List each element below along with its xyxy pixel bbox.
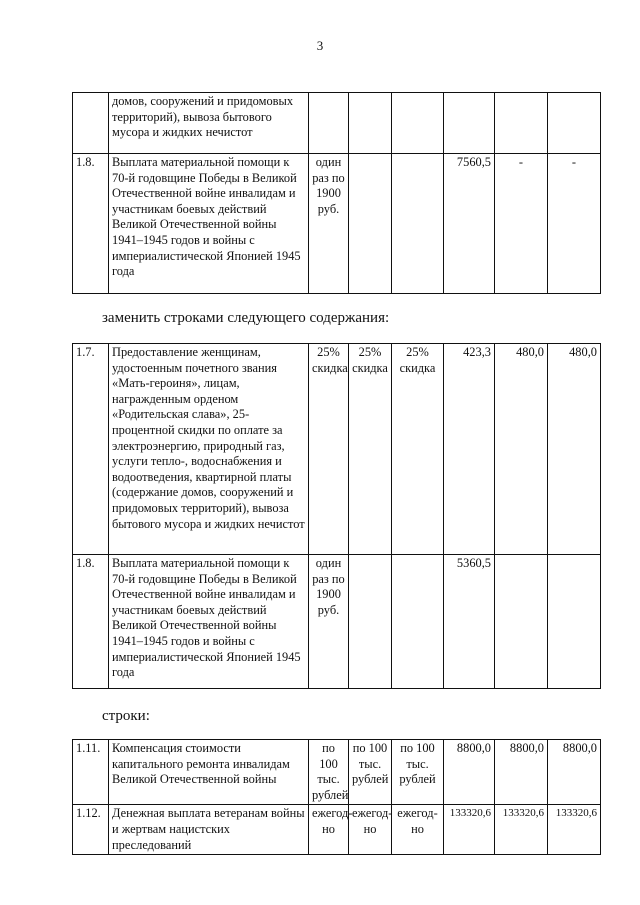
row-col-1: 25% скидка bbox=[309, 344, 349, 555]
row-value-2: 480,0 bbox=[495, 344, 548, 555]
row-col-3: 25% скидка bbox=[392, 344, 444, 555]
row-value-3: 8800,0 bbox=[548, 740, 601, 805]
table-additional-rows bbox=[72, 739, 601, 855]
row-col-1: один раз по 1900 руб. bbox=[309, 555, 349, 689]
table-previous-rows bbox=[72, 92, 601, 294]
row-value-3: 133320,6 bbox=[548, 805, 601, 855]
row-value-1 bbox=[444, 93, 495, 154]
row-number: 1.12. bbox=[73, 805, 109, 855]
row-value-3: - bbox=[548, 154, 601, 294]
rows-paragraph: строки: bbox=[102, 708, 150, 724]
row-col-3 bbox=[392, 93, 444, 154]
row-value-3: 480,0 bbox=[548, 344, 601, 555]
row-description: Денежная выплата ветеранам войны и жертвам нацистских преследований bbox=[109, 805, 309, 855]
row-col-2 bbox=[349, 555, 392, 689]
row-value-3 bbox=[548, 93, 601, 154]
row-number: 1.8. bbox=[73, 154, 109, 294]
table-row bbox=[73, 555, 601, 689]
table-row bbox=[73, 154, 601, 294]
row-col-1: один раз по 1900 руб. bbox=[309, 154, 349, 294]
row-value-1: 423,3 bbox=[444, 344, 495, 555]
row-col-2: ежегод-но bbox=[349, 805, 392, 855]
row-value-2 bbox=[495, 555, 548, 689]
row-value-1: 133320,6 bbox=[444, 805, 495, 855]
row-value-2 bbox=[495, 93, 548, 154]
row-number: 1.11. bbox=[73, 740, 109, 805]
row-value-1: 8800,0 bbox=[444, 740, 495, 805]
row-col-3 bbox=[392, 555, 444, 689]
row-description: домов, сооружений и придомовых территорий), вывоза бытового мусора и жидких нечистот bbox=[109, 93, 309, 154]
row-description: Компенсация стоимости капитального ремонта инвалидам Великой Отечественной войны bbox=[109, 740, 309, 805]
row-col-2 bbox=[349, 93, 392, 154]
row-value-1: 5360,5 bbox=[444, 555, 495, 689]
row-value-2: 8800,0 bbox=[495, 740, 548, 805]
row-number: 1.7. bbox=[73, 344, 109, 555]
table-replacement-rows bbox=[72, 343, 601, 689]
row-value-3 bbox=[548, 555, 601, 689]
row-col-2 bbox=[349, 154, 392, 294]
row-description: Выплата материальной помощи к 70-й годовщине Победы в Великой Отечественной войне инвалидам и участникам боевых действий Великой Отечественной войны 1941–1945 годов и войны с империалистической Японией 1945 года bbox=[109, 555, 309, 689]
row-value-2: - bbox=[495, 154, 548, 294]
table-row bbox=[73, 93, 601, 154]
row-col-1 bbox=[309, 93, 349, 154]
table-row bbox=[73, 344, 601, 555]
page-number: 3 bbox=[316, 38, 324, 53]
row-col-1: ежегод-но bbox=[309, 805, 349, 855]
row-number bbox=[73, 93, 109, 154]
row-col-3 bbox=[392, 154, 444, 294]
table-row bbox=[73, 805, 601, 855]
row-description: Предоставление женщинам, удостоенным почетного звания «Мать-героиня», лицам, награжденным орденом «Родительская слава», 25-процентной скидки по оплате за электроэнергию, природный газ, услуги тепло-, водоснабжения и водоотведения, квартирной платы (содержание домов, сооружений и придомовых территорий), вывоза бытового мусора и жидких нечистот bbox=[109, 344, 309, 555]
row-col-2: по 100 тыс. рублей bbox=[349, 740, 392, 805]
row-value-1: 7560,5 bbox=[444, 154, 495, 294]
row-number: 1.8. bbox=[73, 555, 109, 689]
row-col-3: ежегод-но bbox=[392, 805, 444, 855]
table-row bbox=[73, 740, 601, 805]
row-description: Выплата материальной помощи к 70-й годовщине Победы в Великой Отечественной войне инвалидам и участникам боевых действий Великой Отечественной войны 1941–1945 годов и войны с империалистической Японией 1945 года bbox=[109, 154, 309, 294]
row-col-2: 25% скидка bbox=[349, 344, 392, 555]
row-col-1: по 100 тыс. рублей bbox=[309, 740, 349, 805]
row-col-3: по 100 тыс. рублей bbox=[392, 740, 444, 805]
row-value-2: 133320,6 bbox=[495, 805, 548, 855]
replacement-paragraph: заменить строками следующего содержания: bbox=[102, 310, 390, 326]
